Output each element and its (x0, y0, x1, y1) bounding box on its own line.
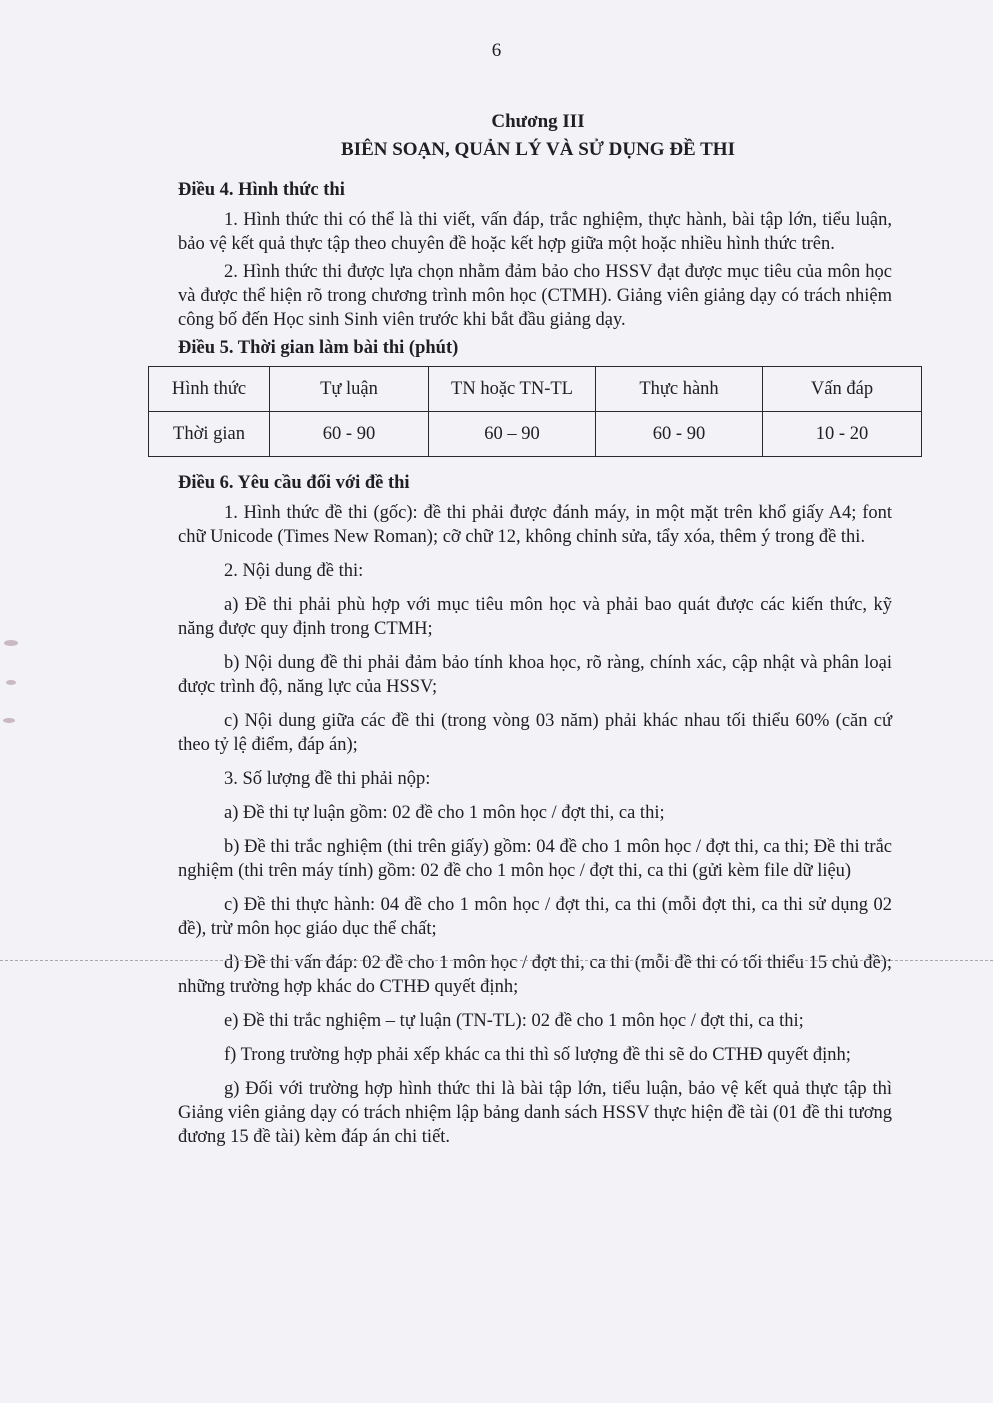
article-6-item-3g: g) Đối với trường hợp hình thức thi là bài tập lớn, tiểu luận, bảo vệ kết quả thực tập thì Giảng viên giảng dạy có trách nhiệm lập bảng danh sách HSSV thực hiện đề tài (01 đề thi tương đương 15 đề tài) kèm đáp án chi tiết. (178, 1079, 892, 1147)
table-cell: 10 - 20 (763, 412, 922, 457)
table-cell: 60 - 90 (270, 412, 429, 457)
article-6-item-3b: b) Đề thi trắc nghiệm (thi trên giấy) gồm: 04 đề cho 1 môn học / đợt thi, ca thi; Đề thi trắc nghiệm (thi trên máy tính) gồm: 02 đề cho 1 môn học / đợt thi, ca thi (gửi kèm file dữ liệu) (178, 837, 892, 881)
table-cell: Hình thức (149, 367, 270, 412)
article-6-paragraph-3: 3. Số lượng đề thi phải nộp: (224, 769, 431, 789)
document-body (171, 178, 892, 1159)
article-6-paragraph-2: 2. Nội dung đề thi: (224, 561, 364, 581)
chapter-heading (0, 108, 993, 164)
table-cell: Thực hành (596, 367, 763, 412)
article-6-heading: Điều 6. Yêu cầu đối với đề thi (178, 473, 410, 493)
article-5-heading: Điều 5. Thời gian làm bài thi (phút) (178, 338, 459, 358)
table-cell: 60 - 90 (596, 412, 763, 457)
article-6-item-3d: d) Đề thi vấn đáp: 02 đề cho 1 môn học / đợt thi, ca thi (mỗi đề thi có tối thiểu 15 chủ đề); những trường hợp khác do CTHĐ quyết định; (178, 953, 892, 997)
article-6-item-3e: e) Đề thi trắc nghiệm – tự luận (TN-TL): 02 đề cho 1 môn học / đợt thi, ca thi; (224, 1011, 804, 1031)
article-6-item-2a: a) Đề thi phải phù hợp với mục tiêu môn học và phải bao quát được các kiến thức, kỹ năng được quy định trong CTMH; (178, 595, 892, 639)
stamp-bleed-mark (3, 718, 15, 723)
stamp-bleed-mark (6, 680, 16, 685)
article-6-item-3f: f) Trong trường hợp phải xếp khác ca thi thì số lượng đề thi sẽ do CTHĐ quyết định; (224, 1045, 851, 1065)
chapter-title: BIÊN SOẠN, QUẢN LÝ VÀ SỬ DỤNG ĐỀ THI (341, 139, 735, 160)
exam-time-table (148, 366, 922, 457)
article-4-paragraph-2: 2. Hình thức thi được lựa chọn nhằm đảm bảo cho HSSV đạt được mục tiêu của môn học và được thể hiện rõ trong chương trình môn học (CTMH). Giảng viên giảng dạy có trách nhiệm công bố đến Học sinh Sinh viên trước khi bắt đầu giảng dạy. (178, 262, 892, 330)
table-header-row (149, 367, 922, 412)
table-cell: Thời gian (149, 412, 270, 457)
article-6-item-2c: c) Nội dung giữa các đề thi (trong vòng 03 năm) phải khác nhau tối thiểu 60% (căn cứ theo tỷ lệ điểm, đáp án); (178, 711, 892, 755)
article-6-item-3c: c) Đề thi thực hành: 04 đề cho 1 môn học / đợt thi, ca thi (mỗi đợt thi, ca thi sử dụng 02 đề), trừ môn học giáo dục thể chất; (178, 895, 892, 939)
chapter-label: Chương III (491, 111, 585, 132)
table-row (149, 412, 922, 457)
article-6-paragraph-1: 1. Hình thức đề thi (gốc): đề thi phải được đánh máy, in một mặt trên khổ giấy A4; font chữ Unicode (Times New Roman); cỡ chữ 12, không chỉnh sửa, tẩy xóa, thêm ý trong đề thi. (178, 503, 892, 547)
table-cell: Vấn đáp (763, 367, 922, 412)
article-4-paragraph-1: 1. Hình thức thi có thể là thi viết, vấn đáp, trắc nghiệm, thực hành, bài tập lớn, tiểu luận, bảo vệ kết quả thực tập theo chuyên đề hoặc kết hợp giữa một hoặc nhiều hình thức trên. (178, 210, 892, 254)
page-number: 6 (491, 40, 502, 61)
table-cell: TN hoặc TN-TL (429, 367, 596, 412)
article-4-heading: Điều 4. Hình thức thi (178, 180, 345, 200)
stamp-bleed-mark (4, 640, 18, 646)
scan-fold-line (0, 960, 993, 961)
table-cell: 60 – 90 (429, 412, 596, 457)
table-cell: Tự luận (270, 367, 429, 412)
article-6-item-3a: a) Đề thi tự luận gồm: 02 đề cho 1 môn học / đợt thi, ca thi; (224, 803, 665, 823)
article-6-item-2b: b) Nội dung đề thi phải đảm bảo tính khoa học, rõ ràng, chính xác, cập nhật và phân loại được trình độ, năng lực của HSSV; (178, 653, 892, 697)
